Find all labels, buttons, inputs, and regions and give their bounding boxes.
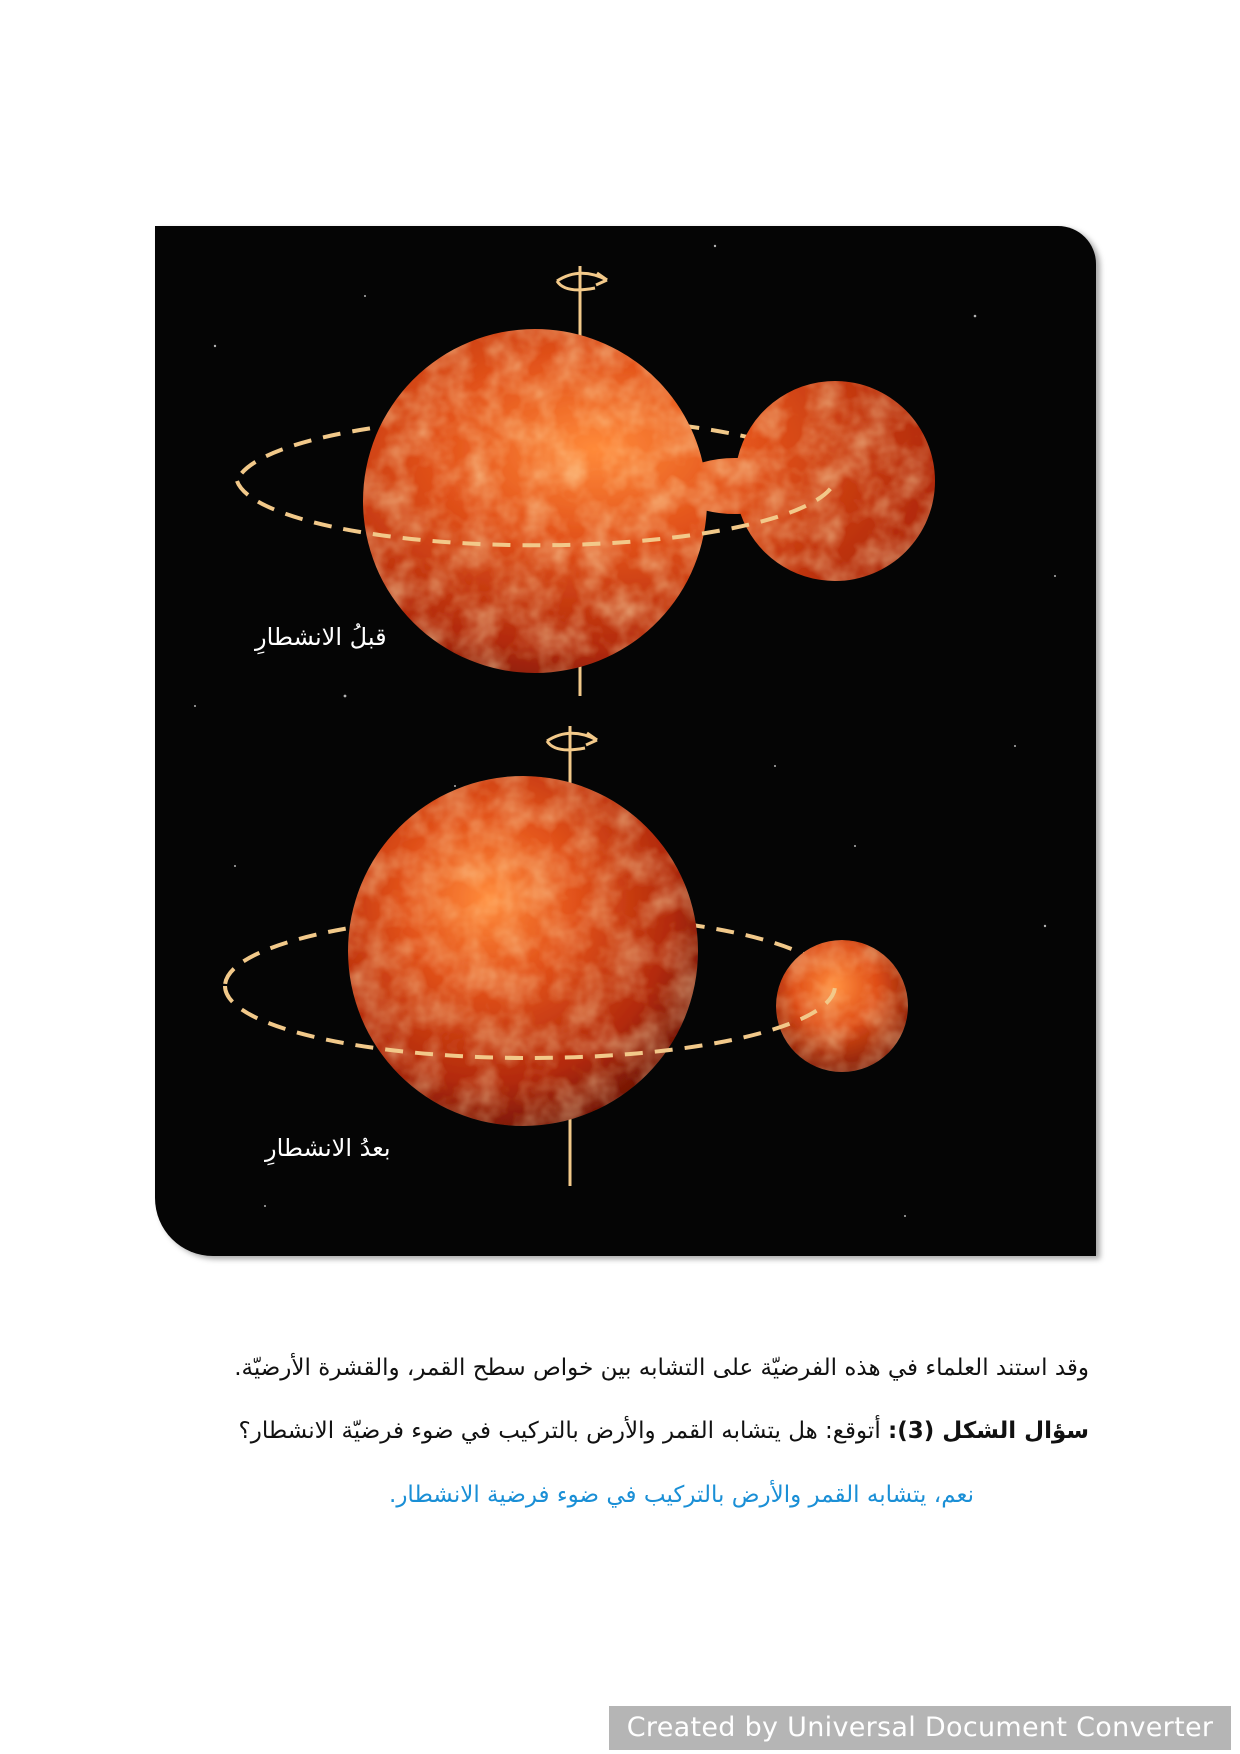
converter-watermark: Created by Universal Document Converter: [609, 1706, 1231, 1750]
label-after-fission: بعدُ الانشطارِ: [265, 1134, 391, 1162]
paragraph-hypothesis: وقد استند العلماء في هذه الفرضيّة على التشابه بين خواص سطح القمر، والقشرة الأرضيّة.: [234, 1355, 1089, 1381]
question-text: أتوقع: هل يتشابه القمر والأرض بالتركيب في ضوء فرضيّة الانشطار؟: [238, 1418, 881, 1444]
question-label: سؤال الشكل (3):: [888, 1418, 1089, 1444]
label-before-fission: قبلُ الانشطارِ: [255, 623, 387, 651]
fission-illustration: [155, 226, 1096, 1256]
answer-text: نعم، يتشابه القمر والأرض بالتركيب في ضوء فرضية الانشطار.: [389, 1482, 974, 1508]
earth-after-fission: [225, 726, 935, 1186]
figure-question: [239, 1418, 1089, 1444]
fission-hypothesis-figure: [155, 226, 1096, 1256]
